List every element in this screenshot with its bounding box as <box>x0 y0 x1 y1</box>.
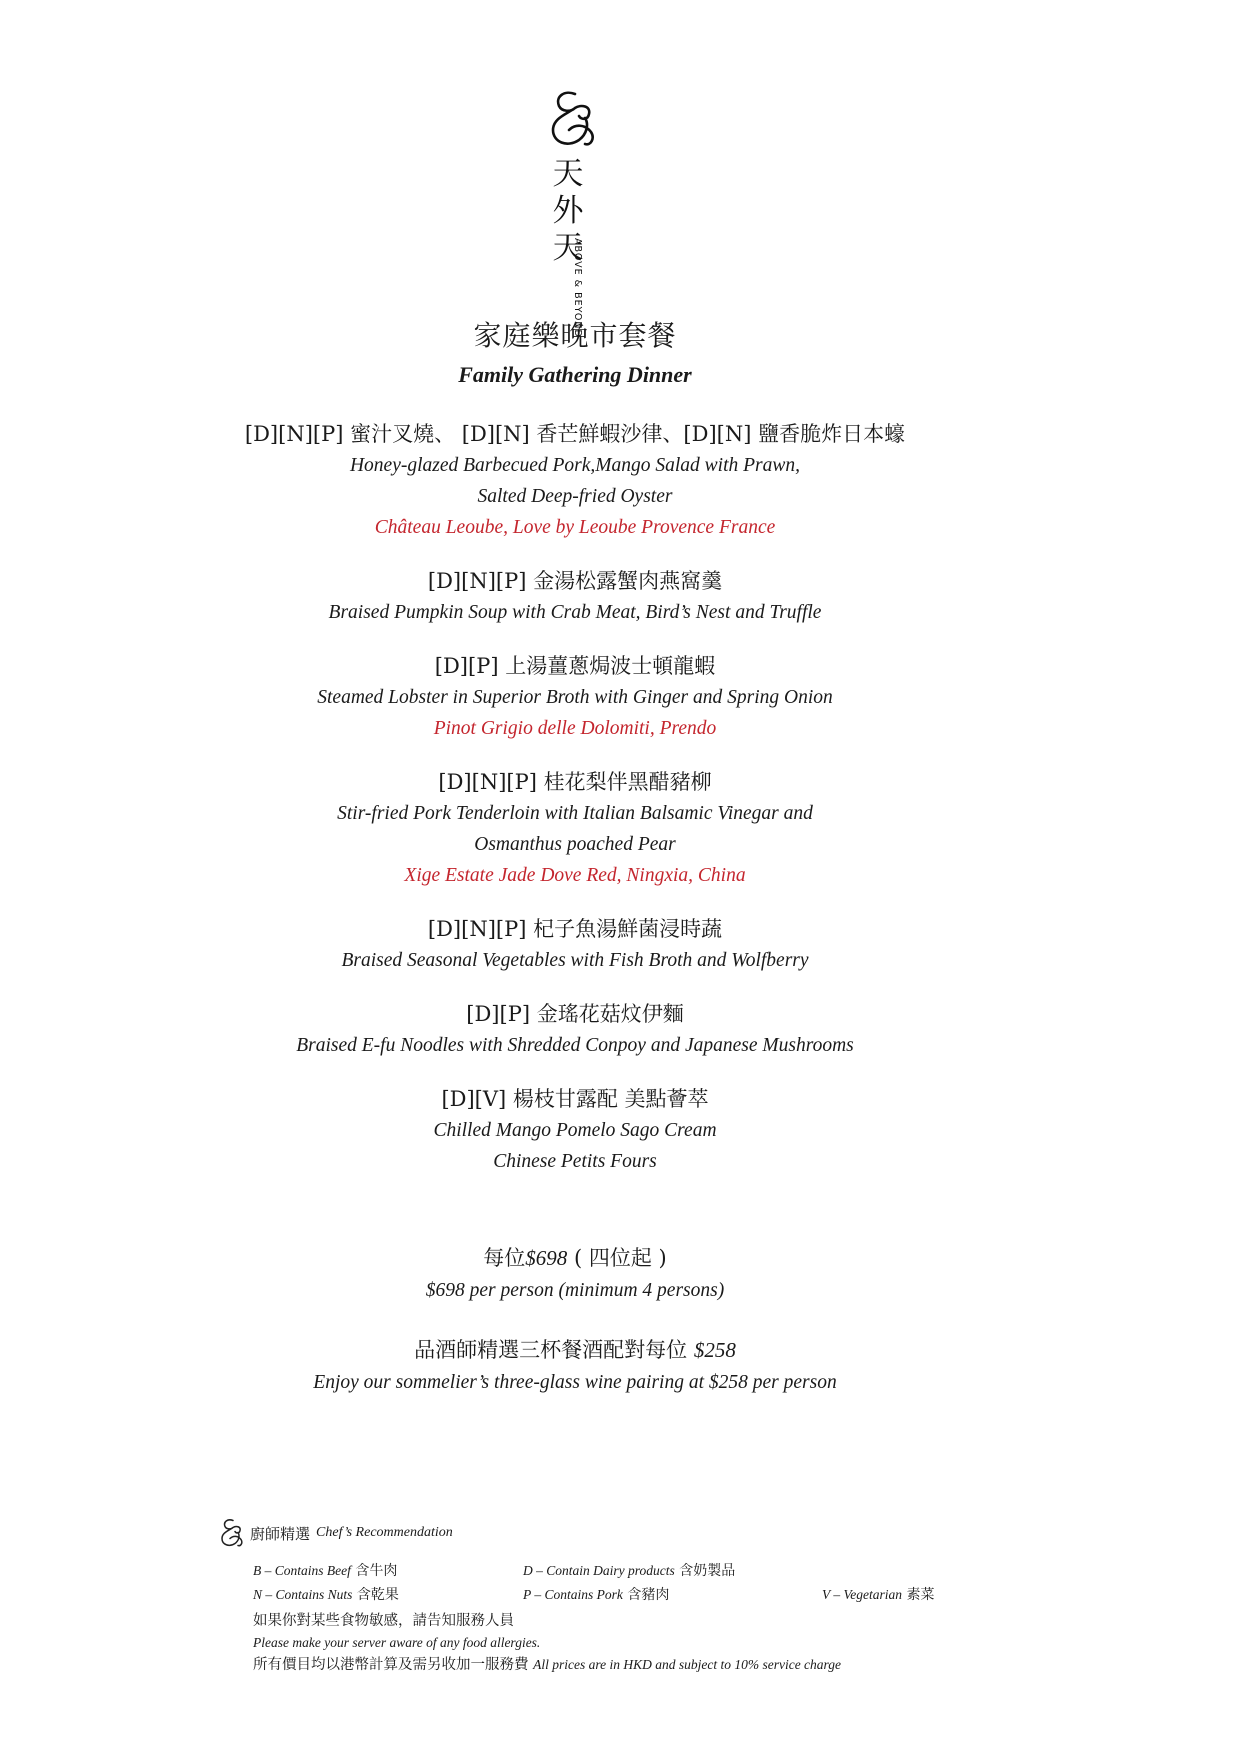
course-noodles <box>0 998 1150 1061</box>
footer-notes <box>253 1610 978 1676</box>
course-appetizer <box>0 418 1150 543</box>
pairing-amount: $258 <box>693 1338 736 1362</box>
legend-vegetarian-zh: 素菜 <box>902 1587 935 1603</box>
price-en: $698 per person (minimum 4 persons) <box>425 1280 725 1301</box>
course-name-en: Braised Seasonal Vegetables with Fish Broth and Wolfberry <box>341 950 809 971</box>
chef-rec-zh: 廚師精選 <box>250 1524 311 1543</box>
legend-dairy <box>523 1560 735 1580</box>
wine-pairing: Pinot Grigio delle Dolomiti, Prendo <box>433 718 717 739</box>
dietary-legend <box>218 1560 978 1610</box>
legend-vegetarian-en: V – Vegetarian <box>822 1587 902 1602</box>
course-name-en: Honey-glazed Barbecued Pork,Mango Salad with Prawn, <box>349 455 801 476</box>
course-name-en: Braised Pumpkin Soup with Crab Meat, Bird’s Nest and Truffle <box>328 602 822 623</box>
course-name-en-line2: Chinese Petits Fours <box>493 1151 657 1172</box>
price-block <box>0 1241 1150 1307</box>
course-name-zh: [D][P] 金瑤花菇炆伊麵 <box>466 1002 684 1026</box>
course-name-en: Steamed Lobster in Superior Broth with Ginger and Spring Onion <box>317 687 833 708</box>
legend-pork-en: P – Contains Pork <box>523 1587 623 1602</box>
legend-nuts <box>253 1584 399 1604</box>
menu-title-zh: 家庭樂晚市套餐 <box>473 319 677 352</box>
chef-recommendation <box>218 1516 978 1550</box>
price-suffix: ( 四位起 ) <box>567 1246 667 1270</box>
legend-beef-zh: 含牛肉 <box>350 1563 398 1579</box>
course-name-en-line2: Osmanthus poached Pear <box>474 834 676 855</box>
brand-logo <box>545 88 615 338</box>
ampersand-logo-icon <box>545 88 601 150</box>
legend-dairy-zh: 含奶製品 <box>674 1563 736 1579</box>
legend-beef <box>253 1560 397 1580</box>
course-name-zh: [D][V] 楊枝甘露配 美點薈萃 <box>441 1087 709 1111</box>
wine-pairing-offer <box>0 1333 1150 1399</box>
pairing-zh <box>0 1333 1150 1367</box>
course-name-zh: [D][P] 上湯薑蔥焗波士頓龍蝦 <box>434 654 716 678</box>
course-name-en: Chilled Mango Pomelo Sago Cream <box>433 1120 717 1141</box>
chef-rec-en: Chef’s Recommendation <box>316 1525 453 1540</box>
course-soup <box>0 565 1150 628</box>
course-name-zh: [D][N][P] 金湯松露蟹肉燕窩羹 <box>427 569 723 593</box>
course-name-en: Braised E-fu Noodles with Shredded Conpoy and Japanese Mushrooms <box>296 1035 854 1056</box>
price-zh <box>0 1241 1150 1275</box>
price-amount: $698 <box>525 1246 568 1270</box>
brand-name-zh: 天外天 <box>552 156 584 266</box>
footer <box>218 1516 978 1676</box>
allergy-note-zh: 如果你對某些食物敏感，請告知服務人員 <box>253 1613 514 1629</box>
service-charge-zh: 所有價目均以港幣計算及需另收加一服務費 <box>253 1657 534 1673</box>
legend-vegetarian <box>822 1584 934 1604</box>
pairing-en: Enjoy our sommelier’s three-glass wine pairing at $258 per person <box>313 1372 837 1393</box>
course-lobster <box>0 650 1150 744</box>
course-vegetables <box>0 913 1150 976</box>
brand-name-en: ABOVE & BEYOND <box>572 238 583 338</box>
price-prefix: 每位 <box>483 1246 526 1270</box>
service-charge-note <box>253 1654 978 1676</box>
legend-beef-en: B – Contains Beef <box>253 1563 351 1578</box>
service-charge-en: All prices are in HKD and subject to 10% service charge <box>533 1657 842 1672</box>
legend-pork-zh: 含豬肉 <box>622 1587 670 1603</box>
course-name-en-line2: Salted Deep-fried Oyster <box>477 486 673 507</box>
legend-dairy-en: D – Contain Dairy products <box>523 1563 675 1578</box>
course-name-en: Stir-fried Pork Tenderloin with Italian Balsamic Vinegar and <box>337 803 813 824</box>
wine-pairing: Xige Estate Jade Dove Red, Ningxia, China <box>404 865 746 886</box>
legend-nuts-zh: 含乾果 <box>352 1587 399 1603</box>
course-name-zh: [D][N][P] 桂花梨伴黑醋豬柳 <box>438 770 712 794</box>
legend-pork <box>523 1584 669 1604</box>
pairing-label: 品酒師精選三杯餐酒配對每位 <box>414 1338 694 1362</box>
allergy-note-en: Please make your server aware of any food allergies. <box>253 1635 541 1650</box>
course-dessert <box>0 1083 1150 1177</box>
course-name-zh: [D][N][P] 蜜汁叉燒、 [D][N] 香芒鮮蝦沙律、[D][N] 鹽香脆炸日本蠔 <box>244 422 906 446</box>
chef-ampersand-icon <box>218 1517 246 1549</box>
legend-nuts-en: N – Contains Nuts <box>253 1587 353 1602</box>
course-name-zh: [D][N][P] 杞子魚湯鮮菌浸時蔬 <box>427 917 723 941</box>
set-menu <box>0 314 1150 1399</box>
wine-pairing: Château Leoube, Love by Leoube Provence France <box>374 517 776 538</box>
course-pork <box>0 766 1150 891</box>
menu-title-en: Family Gathering Dinner <box>458 362 692 387</box>
